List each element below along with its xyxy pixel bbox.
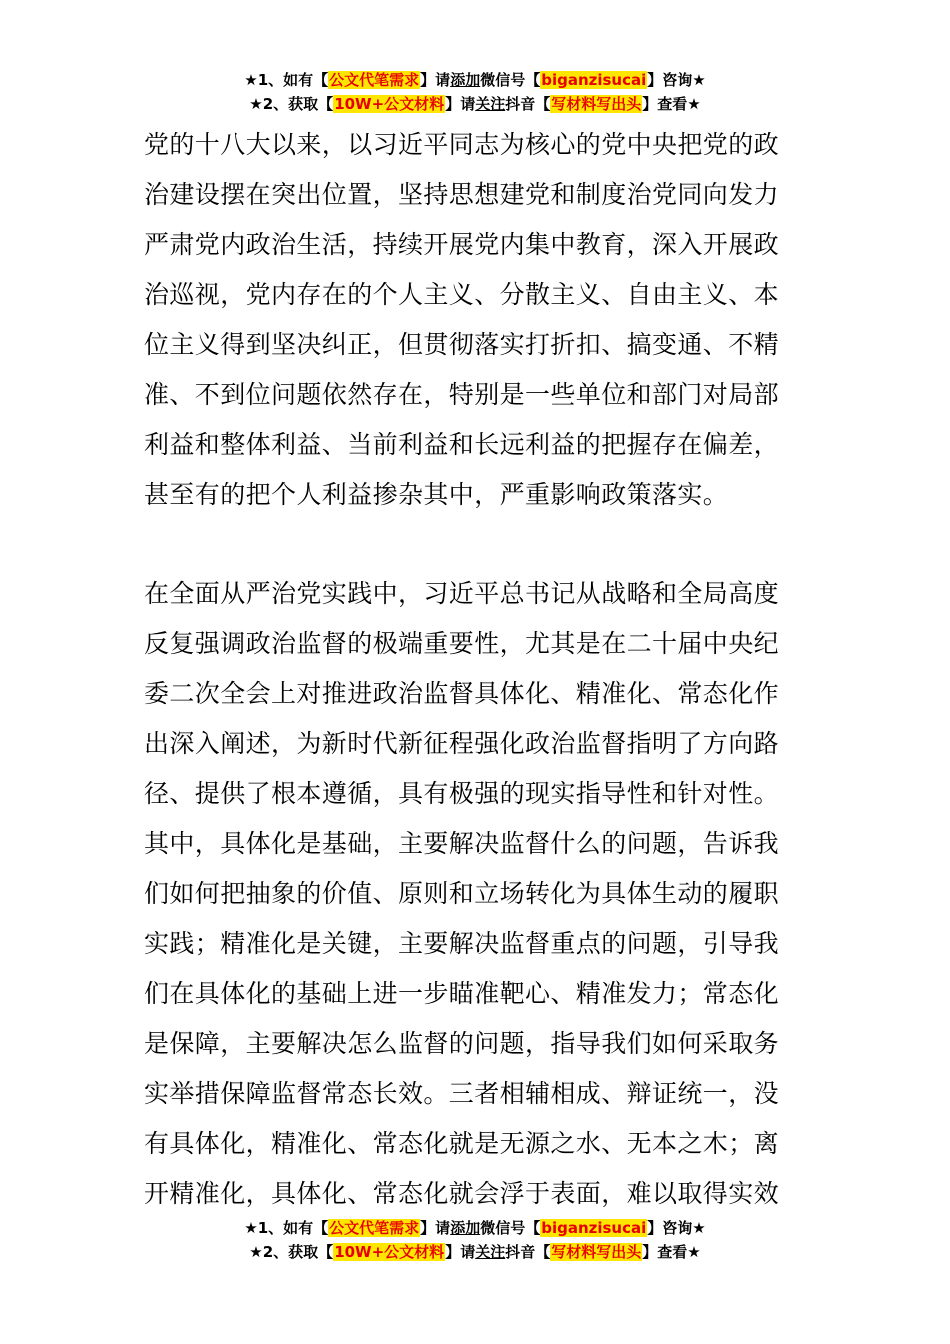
banner-text: 微信号【	[480, 1219, 541, 1237]
banner-line-1	[0, 1216, 950, 1240]
banner-line-2	[0, 1240, 950, 1264]
banner-highlight: 10W+公文材料	[334, 95, 445, 113]
banner-line-1	[0, 68, 950, 92]
text-line: 在全面从严治党实践中，习近平总书记从战略和全局高度	[144, 579, 780, 608]
banner-highlight: 10W+公文材料	[334, 1243, 445, 1261]
banner-highlight: biganzisucai	[541, 71, 647, 89]
text-line: 利益和整体利益、当前利益和长远利益的把握存在偏差，	[144, 430, 780, 459]
banner-text: 抖音【	[505, 95, 551, 113]
text-line: 位主义得到坚决纠正，但贯彻落实打折扣、搞变通、不精	[144, 330, 780, 359]
text-line: 实践；精准化是关键，主要解决监督重点的问题，引导我	[144, 929, 780, 958]
banner-text: 】咨询★	[647, 71, 706, 89]
text-line: 甚至有的把个人利益掺杂其中，严重影响政策落实。	[144, 480, 729, 509]
text-line: 开精准化，具体化、常态化就会浮于表面，难以取得实效	[144, 1179, 780, 1208]
paragraph-1	[144, 120, 814, 520]
banner-underlined-text: 关注	[475, 95, 506, 113]
banner-text: 】查看★	[642, 95, 701, 113]
text-line: 们如何把抽象的价值、原则和立场转化为具体生动的履职	[144, 879, 780, 908]
banner-underlined-text: 添加	[450, 71, 481, 89]
text-line: 实举措保障监督常态长效。三者相辅相成、辩证统一，没	[144, 1079, 780, 1108]
paragraph-2	[144, 569, 814, 1219]
footer-banner	[0, 1216, 950, 1264]
text-line: 们在具体化的基础上进一步瞄准靶心、精准发力；常态化	[144, 979, 780, 1008]
banner-underlined-text: 添加	[450, 1219, 481, 1237]
text-line: 出深入阐述，为新时代新征程强化政治监督指明了方向路	[144, 729, 780, 758]
text-line: 是保障，主要解决怎么监督的问题，指导我们如何采取务	[144, 1029, 780, 1058]
text-line: 治建设摆在突出位置，坚持思想建党和制度治党同向发力	[144, 180, 780, 209]
banner-highlight: biganzisucai	[541, 1219, 647, 1237]
banner-text: 】咨询★	[647, 1219, 706, 1237]
banner-underlined-text: 关注	[475, 1243, 506, 1261]
text-line: 严肃党内政治生活，持续开展党内集中教育，深入开展政	[144, 230, 780, 259]
text-line: 径、提供了根本遵循，具有极强的现实指导性和针对性。	[144, 779, 780, 808]
banner-highlight: 写材料写出头	[551, 1243, 642, 1261]
banner-text: ★1、如有【	[244, 71, 329, 89]
banner-text: 】请	[445, 95, 476, 113]
banner-text: ★1、如有【	[244, 1219, 329, 1237]
banner-text: 】请	[420, 71, 451, 89]
banner-highlight: 公文代笔需求	[329, 1219, 420, 1237]
header-banner	[0, 68, 950, 116]
banner-line-2	[0, 92, 950, 116]
banner-text: 】请	[420, 1219, 451, 1237]
text-line: 治巡视，党内存在的个人主义、分散主义、自由主义、本	[144, 280, 780, 309]
text-line: 反复强调政治监督的极端重要性，尤其是在二十届中央纪	[144, 629, 780, 658]
text-line: 党的十八大以来，以习近平同志为核心的党中央把党的政	[144, 130, 780, 159]
banner-text: 微信号【	[480, 71, 541, 89]
text-line: 其中，具体化是基础，主要解决监督什么的问题，告诉我	[144, 829, 780, 858]
banner-text: ★2、获取【	[249, 95, 334, 113]
banner-text: 】请	[445, 1243, 476, 1261]
banner-text: ★2、获取【	[249, 1243, 334, 1261]
text-line: 有具体化，精准化、常态化就是无源之水、无本之木；离	[144, 1129, 780, 1158]
banner-highlight: 公文代笔需求	[329, 71, 420, 89]
text-line: 准、不到位问题依然存在，特别是一些单位和部门对局部	[144, 380, 780, 409]
banner-highlight: 写材料写出头	[551, 95, 642, 113]
banner-text: 】查看★	[642, 1243, 701, 1261]
text-line: 委二次全会上对推进政治监督具体化、精准化、常态化作	[144, 679, 780, 708]
banner-text: 抖音【	[505, 1243, 551, 1261]
